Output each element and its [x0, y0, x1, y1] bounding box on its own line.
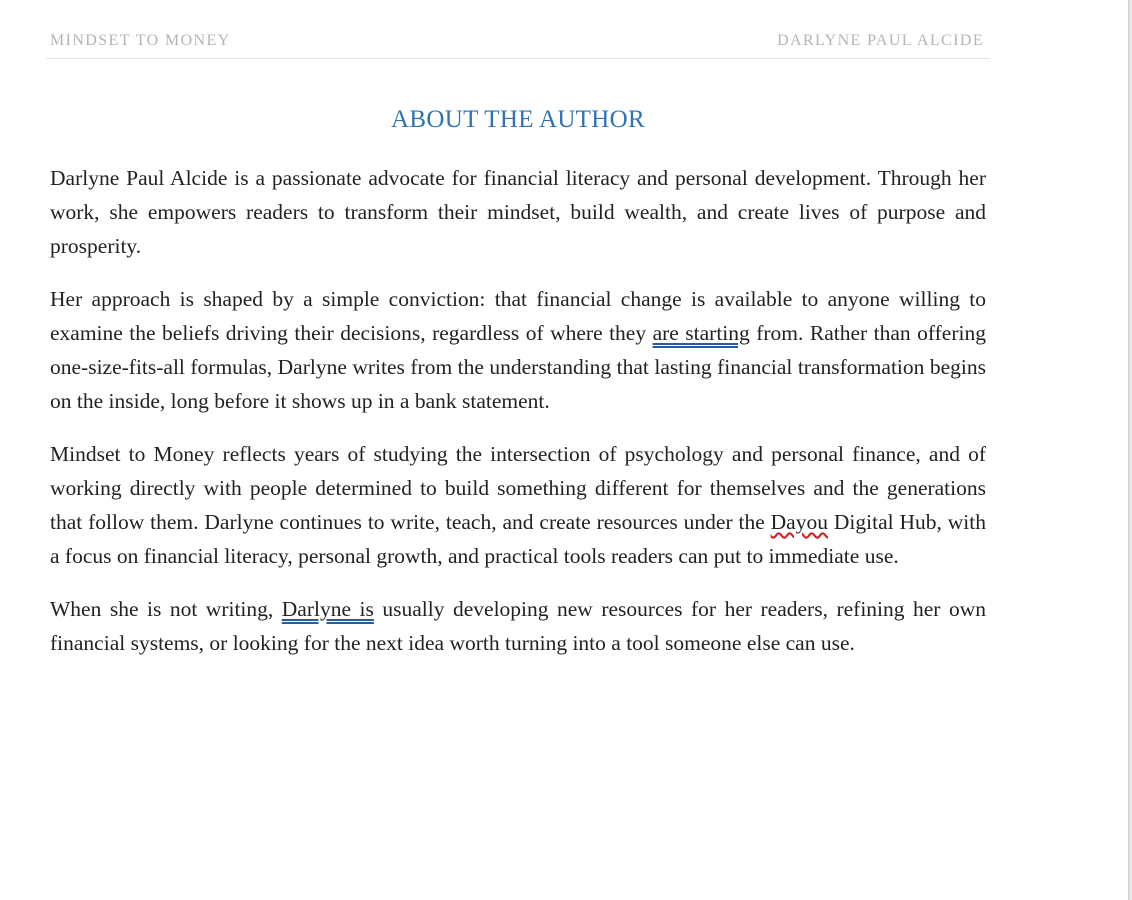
running-header — [46, 26, 990, 59]
grammar-flag[interactable]: are starting — [652, 321, 750, 345]
paragraph-3-text-b: Digital Hub, with a focus on financial literacy, personal growth, and practical tools readers can put to immediate use. — [50, 510, 986, 568]
paragraph-2-text-b: from. Rather than offering one-size-fits-all formulas, Darlyne writes from the understanding that lasting financial transformation begins on the inside, long before it shows up in a bank statement. — [50, 321, 986, 413]
paragraph-4-text-a: When she is not writing, — [50, 597, 282, 621]
section-title: ABOUT THE AUTHOR — [391, 106, 645, 133]
header-book-title: MINDSET TO MONEY — [50, 32, 231, 49]
paragraph-2[interactable] — [50, 282, 986, 418]
body-text[interactable] — [50, 161, 986, 679]
paragraph-4-text-b: usually developing new resources for her readers, refining her own financial systems, or looking for the next idea worth turning into a tool someone else can use. — [50, 597, 986, 655]
paragraph-4[interactable] — [50, 592, 986, 660]
header-author-name: DARLYNE PAUL ALCIDE — [777, 32, 984, 49]
spelling-flag[interactable]: Dayou — [770, 510, 828, 534]
paragraph-1[interactable]: Darlyne Paul Alcide is a passionate advocate for financial literacy and personal development. Through her work, she empowers readers to transform their mindset, build wealth, and create lives of purpose and prosperity. — [50, 166, 986, 258]
paragraph-3-text-a: Mindset to Money reflects years of studying the intersection of psychology and personal finance, and of working directly with people determined to build something different for themselves and the generations that follow them. Darlyne continues to write, teach, and create resources under the — [50, 442, 986, 534]
page-edge — [1128, 0, 1132, 900]
grammar-flag[interactable]: Darlyne is — [281, 597, 374, 621]
paragraph-2-text-a: Her approach is shaped by a simple conviction: that financial change is available to anyone willing to examine the beliefs driving their decisions, regardless of where they — [50, 287, 986, 345]
paragraph-3[interactable] — [50, 437, 986, 573]
